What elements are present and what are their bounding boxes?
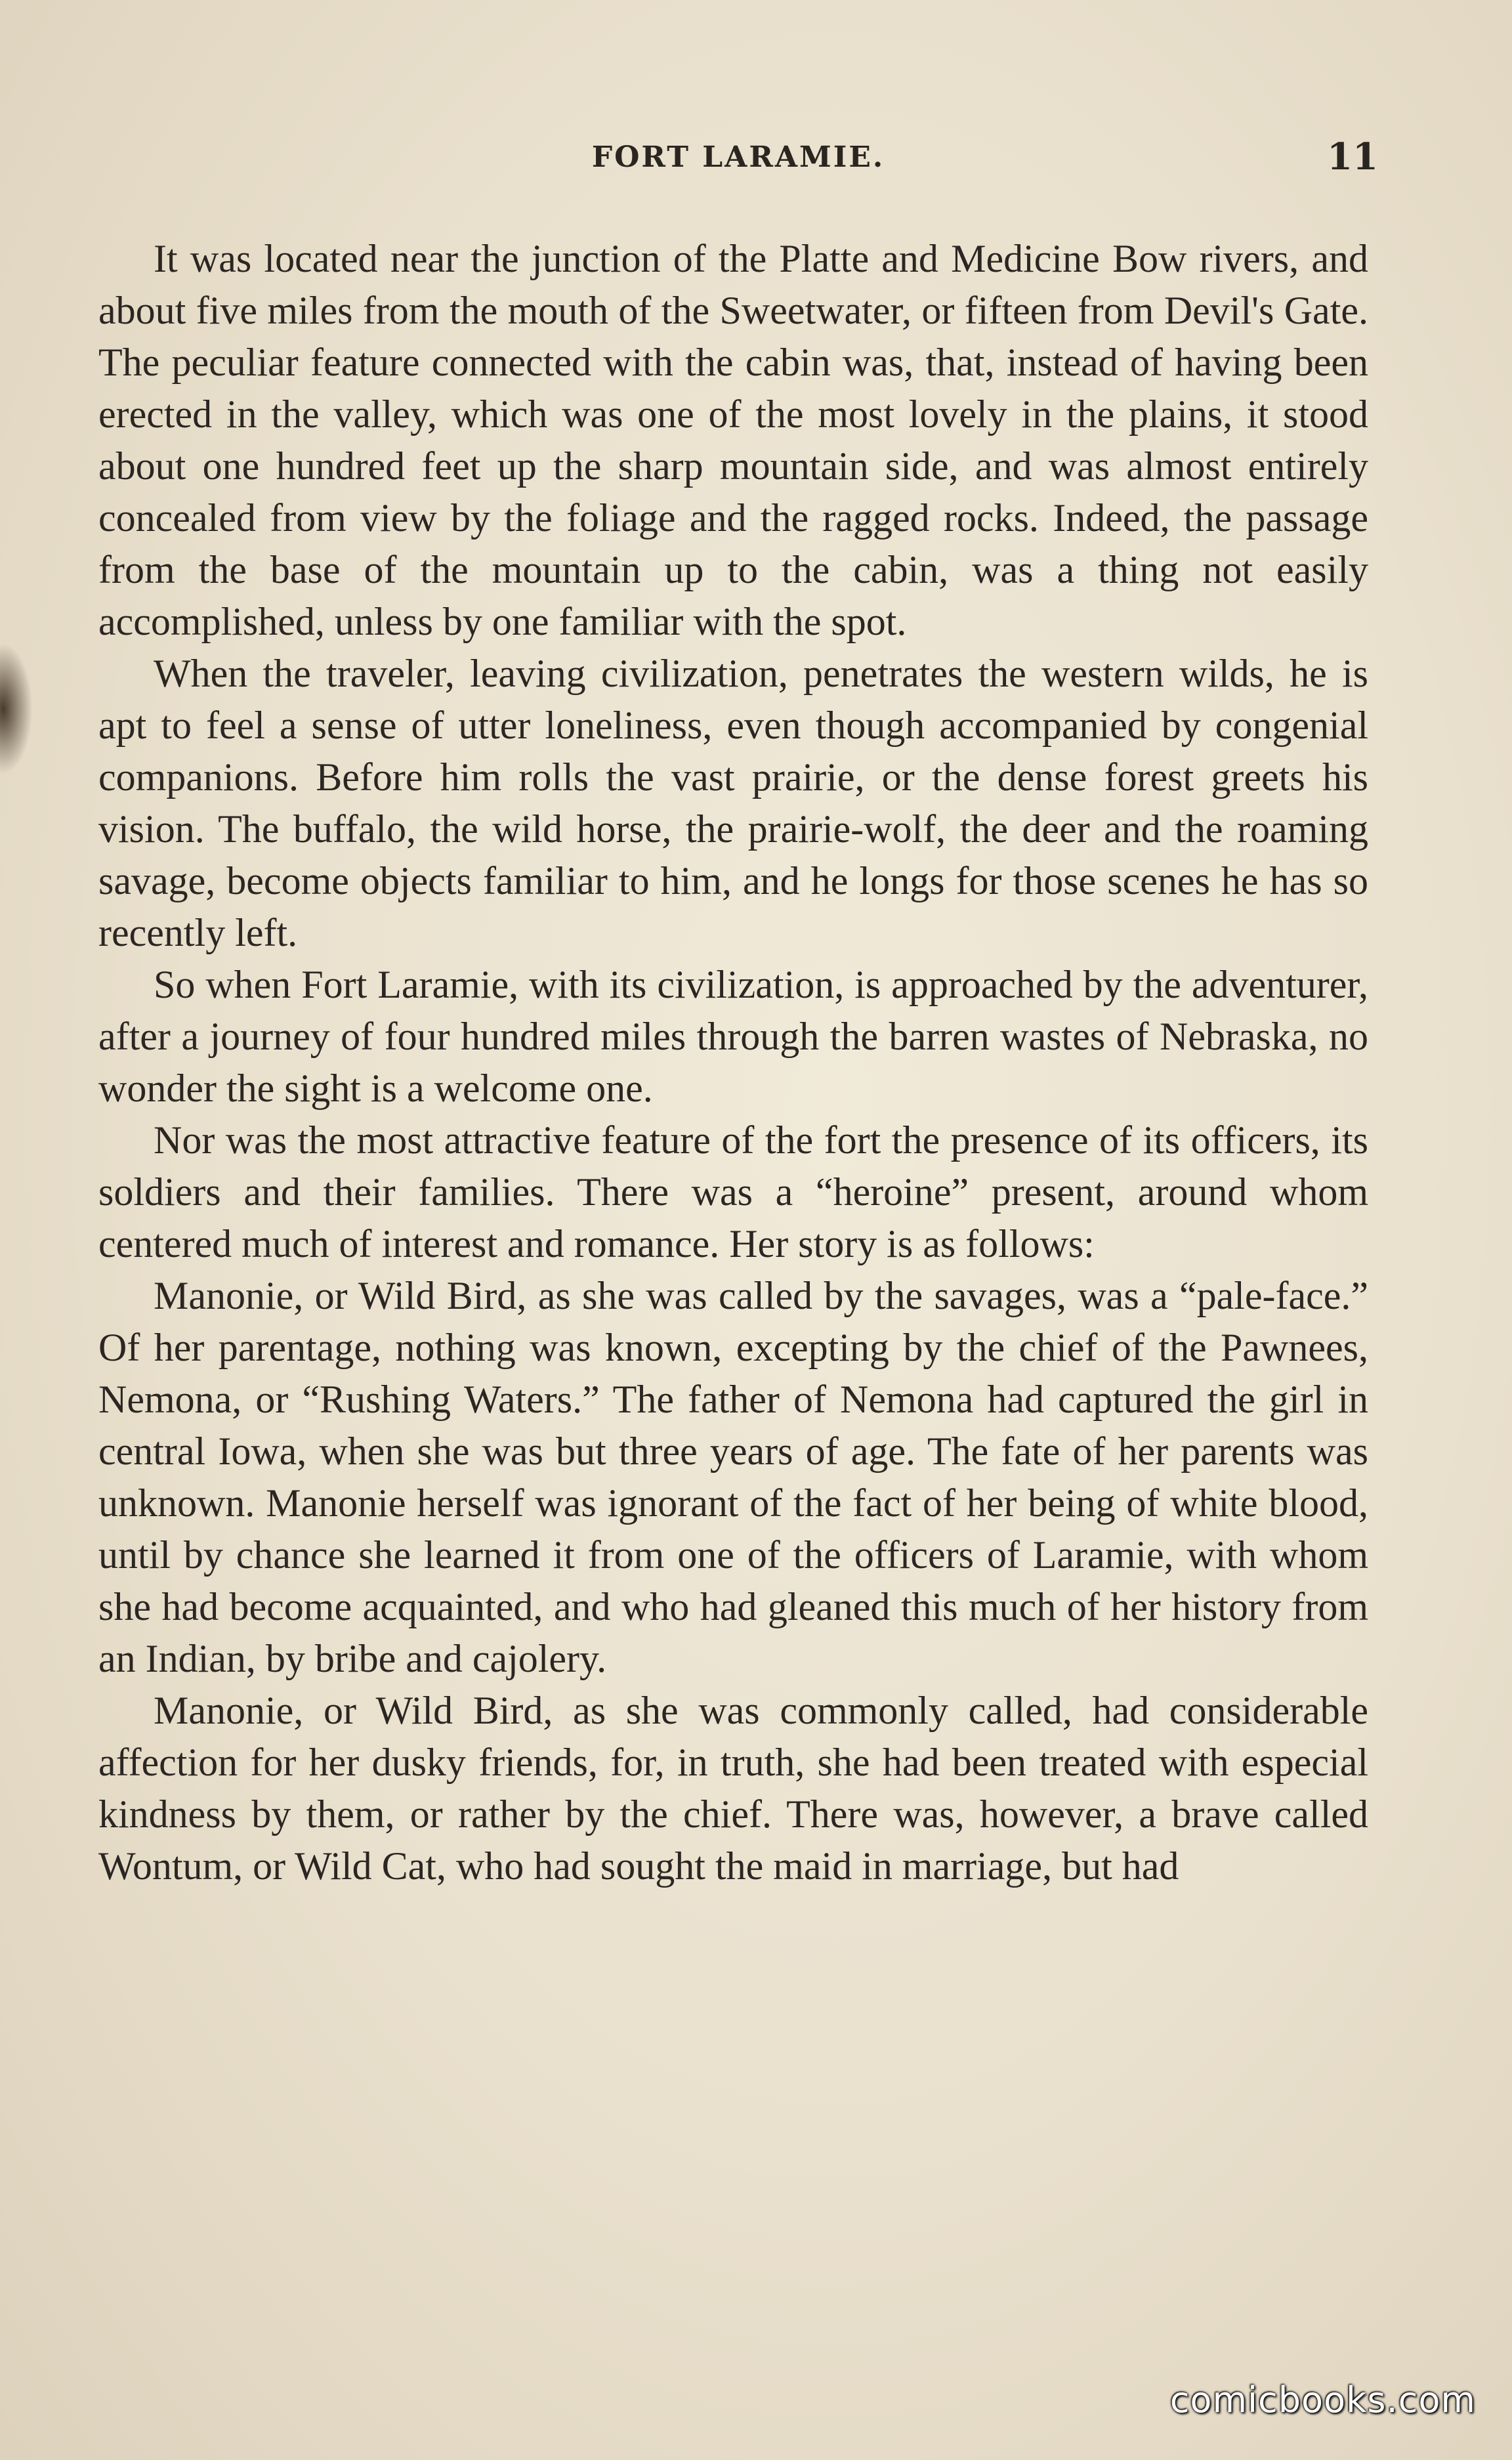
running-head: FORT LARAMIE. [591,140,885,174]
page-stain [0,643,33,774]
paragraph: Manonie, or Wild Bird, as she was called by the savages, was a “pale-face.” Of her parentage, nothing was known, excepting by the chief of the Pawnees, Nemona, or “Rushing Waters.” The father of Nemona had captured the girl in central Iowa, when she was but three years of age. The fate of her parents was unknown. Manonie herself was ignorant of the fact of her being of white blood, until by chance she learned it from one of the officers of Laramie, with whom she had become acquainted, and who had gleaned this much of her history from an Indian, by bribe and cajolery. [98,1274,1368,1680]
paragraph: Nor was the most attractive feature of the fort the presence of its officers, its soldiers and their families. There was a “heroine” present, around whom centered much of interest and romance. Her story is as follows: [98,1118,1368,1265]
watermark: comicbooks.com [1169,2379,1476,2421]
page-number: 11 [1327,135,1378,179]
page-header [98,135,1378,181]
paragraph: When the traveler, leaving civilization, penetrates the western wilds, he is apt to feel a sense of utter loneliness, even though accompanied by congenial companions. Before him rolls the vast prairie, or the dense forest greets his vision. The buffalo, the wild horse, the prairie-wolf, the deer and the roaming savage, become objects familiar to him, and he longs for those scenes he has so recently left. [98,652,1368,954]
paragraph: Manonie, or Wild Bird, as she was commonly called, had considerable affection for her dusky friends, for, in truth, she had been treated with especial kindness by them, or rather by the chief. There was, however, a brave called Wontum, or Wild Cat, who had sought the maid in marriage, but had [98,1689,1368,1888]
body-text [98,233,1368,2366]
paragraph: It was located near the junction of the Platte and Medicine Bow rivers, and about five miles from the mouth of the Sweetwater, or fifteen from Devil's Gate. The peculiar feature connected with the cabin was, that, instead of having been erected in the valley, which was one of the most lovely in the plains, it stood about one hundred feet up the sharp mountain side, and was almost entirely concealed from view by the foliage and the ragged rocks. Indeed, the passage from the base of the mountain up to the cabin, was a thing not easily accomplished, unless by one familiar with the spot. [98,237,1368,643]
paragraph: So when Fort Laramie, with its civilization, is approached by the adventurer, after a journey of four hundred miles through the barren wastes of Nebraska, no wonder the sight is a welcome one. [98,963,1368,1110]
